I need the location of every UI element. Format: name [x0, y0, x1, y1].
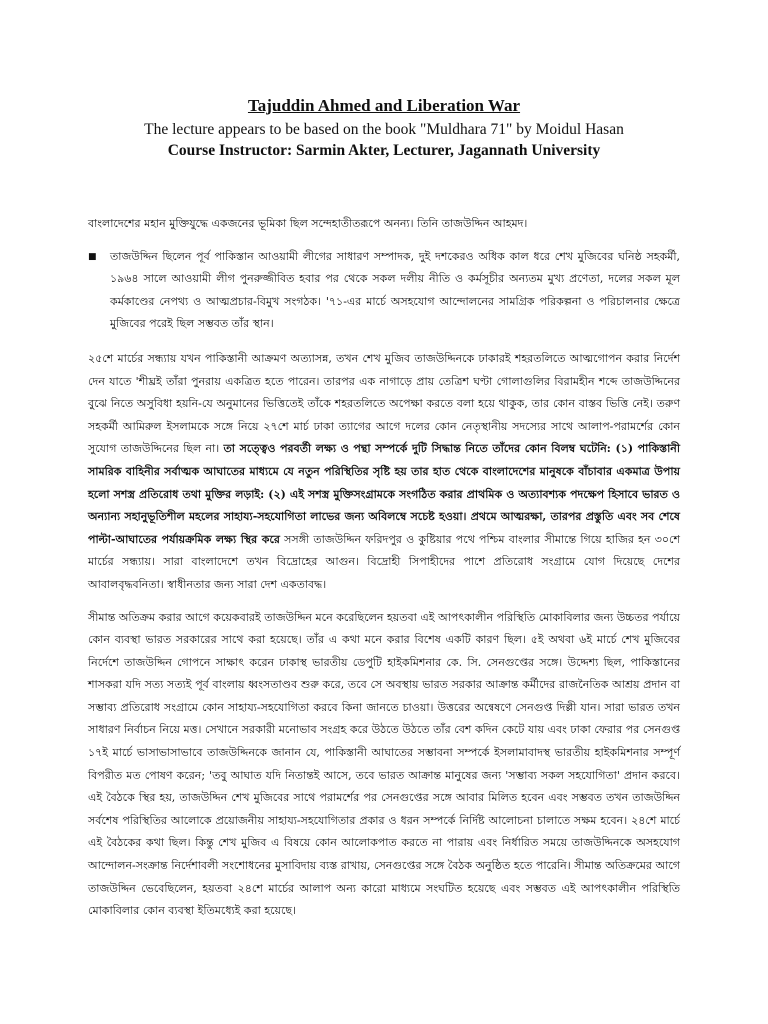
bullet-text: তাজউদ্দিন ছিলেন পূর্ব পাকিস্তান আওয়ামী লীগের সাধারণ সম্পাদক, দুই দশকেরও অধিক কাল ধরে শেখ মুজিবের ঘনিষ্ঠ সহকর্মী, ১৯৬৪ সালে আওয়ামী লীগ পুনরুজ্জীবিত হবার পর থেকে সকল দলীয় নীতি ও কর্মসূচীর অন্যতম মুখ্য প্রণেতা, দলের সকল মূল কর্মকাণ্ডের নেপথ্য ও আত্মপ্রচার-বিমুখ সংগঠক। '৭১-এর মার্চে অসহযোগ আন্দোলনের সামগ্রিক পরিকল্পনা ও পরিচালনার ক্ষেত্রে মুজিবের পরেই ছিল সম্ভবত তাঁর স্থান। [110, 249, 680, 331]
bold-decisions-text: তা সত্ত্বেও পরবর্তী লক্ষ্য ও পন্থা সম্পর্কে দুটি সিদ্ধান্ত নিতে তাঁদের কোন বিলম্ব ঘটেনি: (১) পাকিস্তানী সামরিক বাহিনীর সর্বাত্মক আঘাতের মাধ্যমে যে নতুন পরিস্থিতির সৃষ্টি হয় তার হাত থেকে বাংলাদেশের মানুষকে বাঁচাবার একমাত্র উপায় হলো সশস্ত্র প্রতিরোধ তথা মুক্তির লড়াই: (২) এই সশস্ত্র মুক্তিসংগ্রামকে সংগঠিত করার প্রাথমিক ও অত্যাবশ্যক পদক্ষেপ হিসাবে ভারত ও অন্যান্য সহানুভূতিশীল মহলের সাহায্য-সহযোগিতা লাভের জন্য অবিলম্বে সচেষ্ট হওয়া। প্রথমে আত্মরক্ষা, তারপর প্রস্তুতি এবং সব শেষে পাল্টা-আঘাতের পর্যায়ক্রমিক লক্ষ্য স্থির করে [88, 442, 680, 546]
course-instructor: Course Instructor: Sarmin Akter, Lecturer, Jagannath University [167, 142, 601, 159]
paragraph-march-25 [88, 348, 680, 597]
paragraph-text: সসঙ্গী তাজউদ্দিন ফরিদপুর ও কুষ্টিয়ার পথে পশ্চিম বাংলার সীমান্তে গিয়ে হাজির হন ৩০শে মার্চের সন্ধ্যায়। সারা বাংলাদেশে তখন বিদ্রোহের আগুন। বিদ্রোহী সিপাহীদের পাশে প্রতিরোধ সংগ্রামে যোগ দিয়েছে দেশের আবালবৃদ্ধবনিতা। স্বাধীনতার জন্য সারা দেশ একতাবদ্ধ। [88, 532, 680, 591]
document-title: Tajuddin Ahmed and Liberation War [247, 96, 521, 115]
document-header [0, 95, 768, 161]
square-bullet-icon: ■ [88, 251, 97, 262]
document-body [88, 213, 680, 933]
document-subtitle: The lecture appears to be based on the book "Muldhara 71" by Moidul Hasan [144, 121, 624, 138]
bullet-list-item [88, 246, 680, 336]
paragraph-border-crossing: সীমান্ত অতিক্রম করার আগে কয়েকবারই তাজউদ্দিন মনে করেছিলেন হয়তবা এই আপৎকালীন পরিস্থিতি মোকাবিলার জন্য উচ্চতর পর্যায়ে কোন ব্যবস্থা ভারত সরকারের সাথে করা হয়েছে। তাঁর এ কথা মনে করার বিশেষ একটি কারণ ছিল। ৫ই অথবা ৬ই মার্চে শেখ মুজিবের নির্দেশে তাজউদ্দিন গোপনে সাক্ষাৎ করেন ঢাকাস্থ ভারতীয় ডেপুটি হাইকমিশনার কে. সি. সেনগুপ্তের সঙ্গে। উদ্দেশ্য ছিল, পাকিস্তানের শাসকরা যদি সত্য সত্যই পূর্ব বাংলায় ধ্বংসতাণ্ডব শুরু করে, তবে সে অবস্থায় ভারত সরকার আক্রান্ত কর্মীদের রাজনৈতিক আশ্রয় প্রদান বা সম্ভাব্য প্রতিরোধ সংগ্রামে কোন সাহায্য-সহযোগিতা করবে কিনা জানতে চাওয়া। উত্তরের অন্বেষণে সেনগুপ্ত দিল্লী যান। সারা ভারত তখন সাধারণ নির্বাচন নিয়ে মত্ত। সেখানে সরকারী মনোভাব সংগ্রহ করে উঠতে উঠতে তাঁর বেশ কদিন কেটে যায় এবং ঢাকা ফেরার পর সেনগুপ্ত ১৭ই মার্চে ভাসাভাসাভাবে তাজউদ্দিনকে জানান যে, পাকিস্তানী আঘাতের সম্ভাবনা সম্পর্কে ইসলামাবাদস্থ ভারতীয় হাইকমিশনার সম্পূর্ণ বিপরীত মত পোষণ করেন; 'তবু আঘাত যদি নিতান্তই আসে, তবে ভারত আক্রান্ত মানুষের জন্য 'সম্ভাব্য সকল সহযোগিতা' প্রদান করবে। এই বৈঠকে স্থির হয়, তাজউদ্দিন শেখ মুজিবের সাথে পরামর্শের পর সেনগুপ্তের সঙ্গে আবার মিলিত হবেন এবং সম্ভবত তখন তাজউদ্দিন সর্বশেষ পরিস্থিতির আলোকে প্রয়োজনীয় সাহায্য-সহযোগিতার প্রকার ও ধরন সম্পর্কে নির্দিষ্ট আলোচনা চালাতে সক্ষম হবেন। ২৪শে মার্চে এই বৈঠকের কথা ছিল। কিন্তু শেখ মুজিব এ বিষয়ে কোন আলোকপাত করতে না পারায় এবং নির্ধারিত সময়ে তাজউদ্দিনকে অসহযোগ আন্দোলন-সংক্রান্ত নির্দেশাবলী সংশোধনের মুসাবিদায় ব্যস্ত রাখায়, সেনগুপ্তের সঙ্গে বৈঠক অনুষ্ঠিত হতে পারেনি। সীমান্ত অতিক্রমের আগে তাজউদ্দিন ভেবেছিলেন, হয়তবা ২৪শে মার্চের আলাপ অন্য কারো মাধ্যমে সংঘটিত হয়েছে এবং সম্ভবত এই আপৎকালীন পরিস্থিতি মোকাবিলার কোন ব্যবস্থা ইতিমধ্যেই করা হয়েছে। [88, 610, 680, 918]
intro-paragraph: বাংলাদেশের মহান মুক্তিযুদ্ধে একজনের ভূমিকা ছিল সন্দেহাতীতরূপে অনন্য। তিনি তাজউদ্দিন আহমদ। [88, 217, 528, 230]
paragraph-text: ২৫শে মার্চের সন্ধ্যায় যখন পাকিস্তানী আক্রমণ অত্যাসন্ন, তখন শেখ মুজিব তাজউদ্দিনকে ঢাকারই শহরতলিতে আত্মগোপন করার নির্দেশ দেন যাতে 'শীঘ্রই তাঁরা পুনরায় একত্রিত হতে পারেন। তারপর এক নাগাড়ে প্রায় তেত্রিশ ঘণ্টা গোলাগুলির বিরামহীন শব্দে তাজউদ্দিনের বুঝে নিতে অসুবিধা হয়নি-যে অনুমানের ভিত্তিতেই তাঁকে শহরতলিতে অপেক্ষা করতে বলা হয়ে থাকুক, তার কোন বাস্তব ভিত্তি নেই। তরুণ সহকর্মী আমিরুল ইসলামকে সঙ্গে নিয়ে ২৭শে মার্চ ঢাকা ত্যাগের আগে দলের কোন নেতৃস্থানীয় সদস্যের সাথে আলাপ-পরামর্শের কোন সুযোগ তাজউদ্দিনের ছিল না। [88, 351, 680, 456]
